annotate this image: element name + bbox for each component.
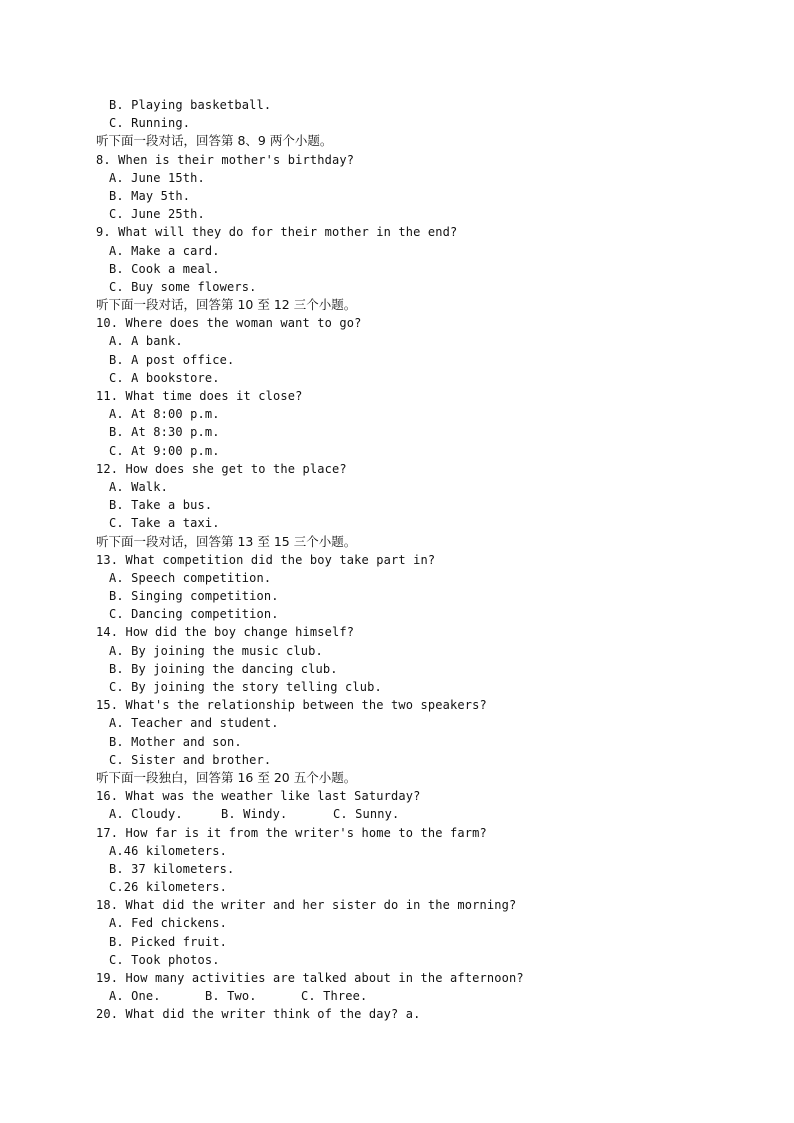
option-9c: C. Buy some flowers.: [109, 279, 257, 294]
option-14b: B. By joining the dancing club.: [109, 661, 338, 676]
question-13: 13. What competition did the boy take part in?: [96, 552, 436, 567]
question-8: 8. When is their mother's birthday?: [96, 152, 355, 167]
question-12: 12. How does she get to the place?: [96, 461, 347, 476]
option-8a: A. June 15th.: [109, 170, 205, 185]
option-17a: A.46 kilometers.: [109, 843, 227, 858]
question-9: 9. What will they do for their mother in the end?: [96, 225, 458, 240]
option-12a: A. Walk.: [109, 479, 168, 494]
option-10b: B. A post office.: [109, 352, 235, 367]
option-10a: A. A bank.: [109, 334, 183, 349]
question-17: 17. How far is it from the writer's home to the farm?: [96, 825, 487, 840]
option-14c: C. By joining the story telling club.: [109, 680, 382, 694]
option-19c: C. Three.: [301, 989, 368, 1004]
option-18a: A. Fed chickens.: [109, 916, 227, 931]
option-18c: C. Took photos.: [109, 952, 220, 967]
option-13c: C. Dancing competition.: [109, 607, 279, 622]
listening-section: [96, 96, 716, 1024]
option-13b: B. Singing competition.: [109, 589, 279, 604]
option-12b: B. Take a bus.: [109, 498, 213, 513]
question-16: 16. What was the weather like last Saturday?: [96, 789, 421, 804]
option-9b: B. Cook a meal.: [109, 261, 220, 276]
option-7b: B. Playing basketball.: [109, 98, 272, 112]
option-16a: A. Cloudy.: [109, 807, 183, 822]
option-11a: A. At 8:00 p.m.: [109, 407, 220, 422]
section-instruction-16-20: 听下面一段独白，回答第 16 至 20 五个小题。: [96, 769, 357, 785]
option-19a: A. One.: [109, 989, 161, 1004]
option-15b: B. Mother and son.: [109, 734, 242, 749]
option-16b: B. Windy.: [221, 807, 288, 822]
question-14: 14. How did the boy change himself?: [96, 625, 355, 640]
option-13a: A. Speech competition.: [109, 570, 272, 585]
options-19-row: [96, 987, 716, 1005]
option-7c: C. Running.: [109, 116, 191, 131]
section-instruction-8-9: 听下面一段对话，回答第 8、9 两个小题。: [96, 133, 333, 149]
option-12c: C. Take a taxi.: [109, 516, 220, 531]
option-11b: B. At 8:30 p.m.: [109, 425, 220, 440]
option-17b: B. 37 kilometers.: [109, 861, 235, 876]
option-16c: C. Sunny.: [333, 807, 400, 822]
option-11c: C. At 9:00 p.m.: [109, 443, 220, 458]
option-19b: B. Two.: [205, 989, 257, 1004]
question-19: 19. How many activities are talked about in the afternoon?: [96, 971, 524, 985]
section-instruction-13-15: 听下面一段对话，回答第 13 至 15 三个小题。: [96, 533, 357, 549]
question-20: 20. What did the writer think of the day? a.: [96, 1007, 421, 1022]
option-9a: A. Make a card.: [109, 243, 220, 258]
option-15c: C. Sister and brother.: [109, 752, 272, 767]
option-8c: C. June 25th.: [109, 207, 205, 222]
option-15a: A. Teacher and student.: [109, 716, 279, 731]
option-18b: B. Picked fruit.: [109, 934, 227, 949]
question-15: 15. What's the relationship between the two speakers?: [96, 698, 487, 713]
question-10: 10. Where does the woman want to go?: [96, 316, 362, 331]
option-8b: B. May 5th.: [109, 188, 191, 203]
question-11: 11. What time does it close?: [96, 389, 303, 403]
options-16-row: [96, 805, 716, 823]
section-instruction-10-12: 听下面一段对话，回答第 10 至 12 三个小题。: [96, 297, 357, 313]
option-10c: C. A bookstore.: [109, 370, 220, 385]
option-17c: C.26 kilometers.: [109, 880, 227, 895]
option-14a: A. By joining the music club.: [109, 643, 323, 658]
question-18: 18. What did the writer and her sister do in the morning?: [96, 898, 517, 913]
